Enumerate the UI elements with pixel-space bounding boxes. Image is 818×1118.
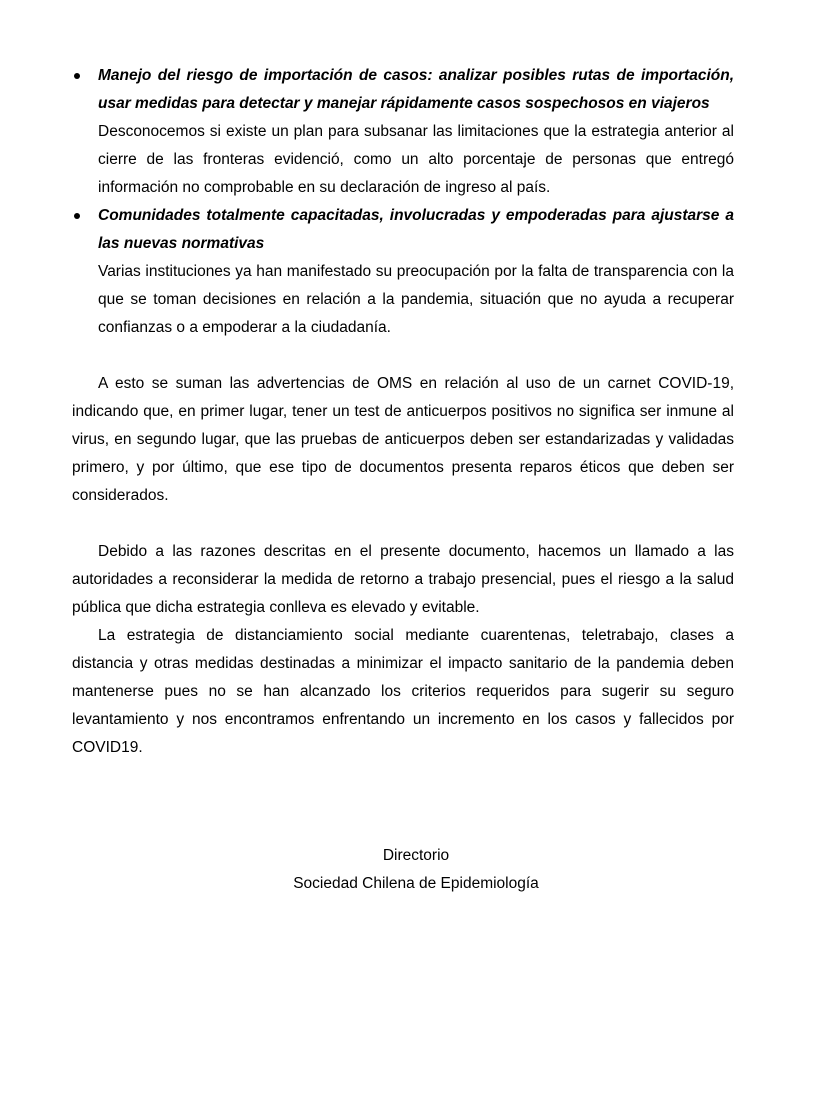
bullet-item-import-risk: [72, 62, 734, 202]
signature-directorio: Directorio: [382, 847, 450, 864]
bullet-body: Varias instituciones ya han manifestado su preocupación por la falta de transparencia con la que se toman decisiones en relación a la pandemia, situación que no ayuda a recuperar confianzas o a empoderar a la ciudadanía.: [98, 263, 734, 336]
bullet-list: [72, 62, 734, 342]
bullet-dot-icon: [74, 213, 80, 219]
paragraph-distancing-strategy: La estrategia de distanciamiento social mediante cuarentenas, teletrabajo, clases a distancia y otras medidas destinadas a minimizar el impacto sanitario de la pandemia deben mantenerse pues no se han alcanzado los criterios requeridos para sugerir su seguro levantamiento y nos encontramos enfrentando un incremento en los casos y fallecidos por COVID19.: [72, 627, 734, 756]
signature-block: [0, 842, 818, 898]
bullet-dot-icon: [74, 73, 80, 79]
bullet-heading: Comunidades totalmente capacitadas, involucradas y empoderadas para ajustarse a las nuevas normativas: [98, 207, 734, 252]
bullet-heading: Manejo del riesgo de importación de casos: analizar posibles rutas de importación, usar medidas para detectar y manejar rápidamente casos sospechosos en viajeros: [98, 67, 734, 112]
spacer: [72, 342, 734, 370]
paragraph-call-to-authorities: Debido a las razones descritas en el presente documento, hacemos un llamado a las autoridades a reconsiderar la medida de retorno a trabajo presencial, pues el riesgo a la salud pública que dicha estrategia conlleva es elevado y evitable.: [72, 543, 734, 616]
paragraph-oms-warning: A esto se suman las advertencias de OMS en relación al uso de un carnet COVID-19, indicando que, en primer lugar, tener un test de anticuerpos positivos no significa ser inmune al virus, en segundo lugar, que las pruebas de anticuerpos deben ser estandarizadas y validadas primero, y por último, que ese tipo de documentos presenta reparos éticos que deben ser considerados.: [72, 375, 734, 504]
bullet-body: Desconocemos si existe un plan para subsanar las limitaciones que la estrategia anterior al cierre de las fronteras evidenció, como un alto porcentaje de personas que entregó información no comprobable en su declaración de ingreso al país.: [98, 123, 734, 196]
document-body: [72, 62, 734, 762]
bullet-item-communities: [72, 202, 734, 342]
signature-society: Sociedad Chilena de Epidemiología: [293, 875, 539, 892]
spacer: [72, 510, 734, 538]
